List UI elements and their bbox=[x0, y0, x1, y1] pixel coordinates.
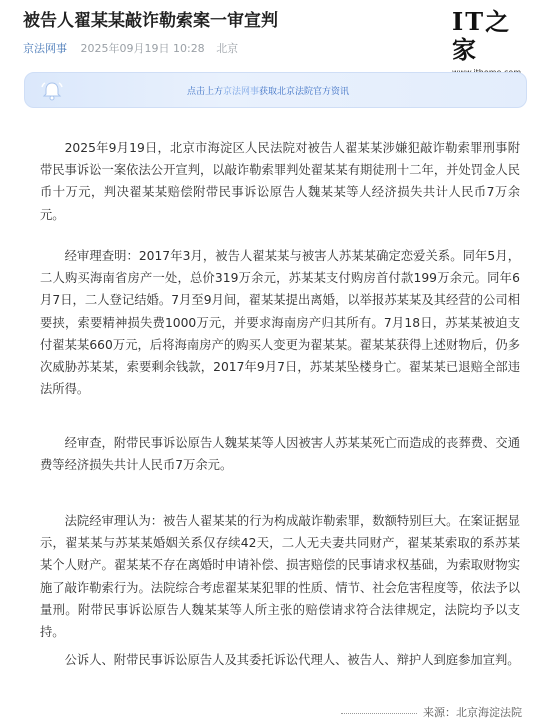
source-link[interactable]: 京法网事 bbox=[23, 42, 67, 55]
article-meta bbox=[23, 40, 238, 56]
logo-glyph: IT之家 bbox=[452, 7, 512, 64]
ithome-logo bbox=[452, 7, 536, 64]
banner-text bbox=[187, 84, 349, 97]
paragraph-facts: 经审理查明：2017年3月，被告人翟某某与被害人苏某某确定恋爱关系。同年5月，二人购买海南省房产一处，总价319万余元，苏某某支付购房首付款199万余元。同年6月7日，二人登记结婚。7月至9月间，翟某某提出离婚，以举报苏某某及其经营的公司相要挟，索要精神损失费1000万元，并要求海南房产归其所有。7月18日，苏某某被迫支付翟某某660万元，后将海南房产的购买人变更为翟某某。翟某某获得上述财物后，仍多次威胁苏某某，索要剩余钱款，2017年9月7日，苏某某坠楼身亡。翟某某已退赔全部违法所得。 bbox=[40, 249, 520, 397]
paragraph-reasoning: 法院经审理认为：被告人翟某某的行为构成敲诈勒索罪，数额特别巨大。在案证据显示，翟某某与苏某某婚姻关系仅存续42天，二人无夫妻共同财产，翟某某索取的系苏某某个人财产。翟某某不存在离婚时申请补偿、损害赔偿的民事请求权基础，为索取财物实施了敲诈勒索行为。法院综合考虑翟某某犯罪的性质、情节、社会危害程度等，依法予以量刑。附带民事诉讼原告人魏某某等人所主张的赔偿请求符合法律规定，法院均予以支持。 bbox=[40, 514, 520, 640]
follow-banner[interactable] bbox=[24, 72, 527, 108]
bell-icon bbox=[41, 81, 63, 101]
footer-source-label: 来源：北京海淀法院 bbox=[423, 706, 522, 719]
publish-date: 2025年09月19日 10:28 bbox=[80, 42, 205, 55]
article-title: 被告人翟某某敲诈勒索案一审宣判 bbox=[23, 11, 278, 31]
banner-text-highlight[interactable]: 京法网事 bbox=[223, 87, 260, 97]
footer-divider bbox=[341, 713, 417, 714]
banner-text-pre: 点击上方 bbox=[187, 87, 224, 97]
paragraph-verdict: 2025年9月19日，北京市海淀区人民法院对被告人翟某某涉嫌犯敲诈勒索罪刑事附带民事诉讼一案依法公开宣判，以敲诈勒索罪判处翟某某有期徒刑十二年，并处罚金人民币十万元，判决翟某某赔偿附带民事诉讼原告人魏某某等人经济损失共计人民币7万余元。 bbox=[40, 141, 520, 222]
publish-location: 北京 bbox=[216, 42, 239, 55]
footer-source bbox=[341, 704, 522, 720]
paragraph-attendance: 公诉人、附带民事诉讼原告人及其委托诉讼代理人、被告人、辩护人到庭参加宣判。 bbox=[64, 653, 520, 667]
paragraph-losses: 经审查，附带民事诉讼原告人魏某某等人因被害人苏某某死亡而造成的丧葬费、交通费等经济损失共计人民币7万余元。 bbox=[40, 436, 520, 473]
banner-text-post: 获取北京法院官方资讯 bbox=[259, 87, 350, 97]
